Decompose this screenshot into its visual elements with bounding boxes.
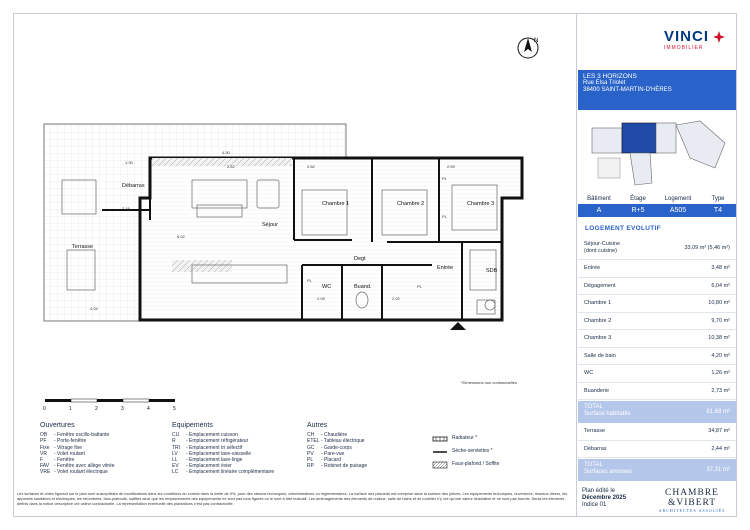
legend-desc: - Fenêtre oscillo-battante	[54, 432, 110, 439]
north-label: N	[534, 38, 539, 44]
legend-ouvertures	[40, 423, 115, 476]
room-label-chambre3: Chambre 3	[467, 201, 495, 207]
area-row	[578, 348, 736, 366]
legend-code: GC	[307, 444, 315, 451]
area-row	[578, 313, 736, 331]
panel-divider	[576, 13, 577, 517]
legend-code: R	[172, 438, 176, 445]
legend-code: LL	[172, 457, 178, 464]
legend-code: LC	[172, 469, 179, 476]
lot-table-values	[578, 204, 736, 217]
dim-label: 2.82	[307, 164, 315, 169]
scale-tick: 2	[95, 406, 98, 411]
area-value: 6,04 m²	[711, 282, 730, 289]
area-row	[578, 423, 736, 441]
legend-desc: - Emplacement tri sélectif	[186, 444, 243, 451]
radiator-icon	[432, 435, 448, 443]
legend-equipements	[172, 423, 274, 476]
edition-date: Décembre 2025	[582, 495, 627, 501]
room-label-wc: WC	[322, 284, 332, 290]
lot-table-header	[578, 194, 736, 204]
area-value: 33,09 m² (5,46 m²)	[684, 244, 730, 251]
room-label-debarras: Débarras	[122, 183, 145, 189]
legend-code: ETEL	[307, 438, 320, 445]
legend-desc: - Placard	[321, 457, 342, 464]
dim-label: 2.02	[392, 296, 400, 301]
room-label-sdb: SDB	[486, 268, 498, 274]
legend-desc: - Pare-vue	[321, 450, 345, 457]
legend-code: VRE	[40, 469, 51, 476]
area-label: WC	[584, 370, 594, 376]
room-label-chambre1: Chambre 1	[322, 201, 350, 207]
room-label-degt: Degt	[354, 256, 366, 262]
area-row	[578, 236, 736, 260]
legend-code: TRI	[172, 444, 181, 451]
area-label: Séjour-Cuisine (dont cuisine)	[584, 241, 621, 254]
area-label: Salle de bain	[584, 352, 616, 359]
lot-type-label: LOGEMENT EVOLUTIF	[585, 225, 661, 232]
legend-item	[172, 469, 274, 475]
edition-info	[582, 488, 626, 509]
area-value: 3,48 m²	[711, 265, 730, 272]
legend-desc: - Garde-corps	[321, 444, 352, 451]
towel-dryer-icon	[432, 448, 448, 456]
lot-value-etage: R+5	[631, 207, 645, 214]
scale-tick: 4	[147, 406, 150, 411]
agency-subtitle: ARCHITECTES ASSOCIÉS	[658, 508, 726, 513]
room-label-terrasse: Terrasse	[72, 244, 94, 250]
legend-code: F	[40, 457, 44, 464]
project-name: LES 3 HORIZONS	[583, 73, 637, 80]
symbol-radiateur	[432, 432, 499, 445]
edition-index: Indice 01	[582, 502, 607, 508]
scale-tick: 1	[69, 406, 72, 411]
symbol-label: Faux-plafond / Soffite	[452, 461, 500, 467]
lot-table	[578, 194, 736, 217]
lot-header-etage: Étage	[630, 196, 646, 202]
total-habitable-row	[578, 401, 736, 423]
dim-label: 4.30	[222, 150, 230, 155]
legend-code: FAV	[40, 463, 50, 470]
legend-code: VR	[40, 450, 47, 457]
legend-code: CU	[172, 432, 180, 439]
areas-table	[578, 236, 736, 481]
symbol-legend	[432, 432, 499, 471]
scale-tick: 0	[43, 406, 46, 411]
room-label-buand: Buand.	[354, 284, 372, 290]
logo-subtitle: IMMOBILIER	[664, 45, 704, 51]
legend-desc: - Emplacement cuisson	[186, 432, 238, 439]
scale-tick: 3	[121, 406, 124, 411]
area-value: 9,70 m²	[711, 317, 730, 324]
dim-label: 2.18	[122, 206, 130, 211]
area-row	[578, 383, 736, 401]
total-label: TOTAL	[584, 404, 603, 410]
room-label-sejour: Séjour	[262, 222, 278, 228]
symbol-seche-serviettes	[432, 445, 499, 458]
legend-desc: - Fenêtre	[54, 457, 75, 464]
legend-code: LV	[172, 450, 178, 457]
dim-label: 4.04	[90, 306, 98, 311]
total-value: 37,31 m²	[706, 466, 730, 473]
legend-desc: - Robinet de puisage	[321, 463, 368, 470]
logo-wordmark: VINCI	[664, 28, 710, 45]
edition-line: Plan édité le	[582, 488, 616, 494]
legend-code: PF	[40, 438, 47, 445]
project-city: 38400 SAINT-MARTIN-D'HÈRES	[583, 87, 672, 93]
placard-label: PL	[417, 284, 422, 289]
lot-value-batiment: A	[596, 207, 602, 214]
legend-desc: - Emplacement lave-vaisselle	[186, 450, 252, 457]
legend-code: EV	[172, 463, 179, 470]
dim-label: 1.30	[125, 160, 133, 165]
area-label: Dégagement	[584, 282, 616, 289]
legend-desc: - Vitrage fixe	[54, 444, 82, 451]
legend-desc: - Emplacement évier	[186, 463, 232, 470]
legend-title: Autres	[307, 422, 328, 429]
area-value: 2,73 m²	[711, 387, 730, 394]
key-plan	[590, 113, 730, 193]
logo-mark-icon	[712, 30, 726, 44]
area-row	[578, 278, 736, 296]
vinci-logo	[664, 28, 709, 51]
area-value: 4,20 m²	[711, 352, 730, 359]
total-annexes-row	[578, 459, 736, 481]
area-value: 10,38 m²	[708, 335, 730, 342]
agency-name-1: CHAMBRE	[665, 488, 719, 498]
area-row	[578, 365, 736, 383]
legend-autres	[307, 423, 367, 469]
dim-label: 2.59	[447, 164, 455, 169]
project-address-box	[578, 70, 736, 110]
soffit-hatch-icon	[432, 461, 448, 469]
placard-label: PL	[307, 278, 312, 283]
placard-label: PL	[442, 176, 447, 181]
area-label: Débarras	[584, 445, 607, 452]
legend-code: OB	[40, 432, 48, 439]
legend-title: Equipements	[172, 422, 213, 429]
legend-code: Fixe	[40, 444, 50, 451]
legend-title: Ouvertures	[40, 422, 75, 429]
legend-desc: - Emplacement réfrigérateur	[186, 438, 249, 445]
placard-label: PL	[442, 214, 447, 219]
scale-bar	[40, 393, 180, 411]
lot-header-logement: Logement	[664, 196, 692, 202]
total-sublabel: Surface habitable	[584, 411, 631, 417]
legend-desc: - Volet roulant	[54, 450, 85, 457]
area-row	[578, 330, 736, 348]
area-label: Entrée	[584, 265, 601, 271]
dim-label: 2.09	[317, 296, 325, 301]
agency-name-2: &VIBERT	[667, 498, 717, 508]
legend-desc: - Emplacement linéaire complémentaire	[186, 469, 275, 476]
floor-plan	[22, 20, 572, 420]
area-label: Chambre 1	[584, 300, 612, 306]
legend-code: RP	[307, 463, 314, 470]
room-label-entree: Entrée	[437, 265, 454, 271]
lot-header-batiment: Bâtiment	[587, 196, 611, 202]
legend-desc: - Tableau électrique	[321, 438, 365, 445]
area-row	[578, 260, 736, 278]
area-label: Chambre 2	[584, 317, 612, 324]
legend-code: CH	[307, 432, 315, 439]
scale-tick: 5	[173, 406, 176, 411]
legend-item	[307, 463, 367, 469]
legend-desc: - Fenêtre avec allège vitrée	[54, 463, 115, 470]
area-label: Terrasse	[584, 428, 606, 434]
legend-code: PV	[307, 450, 314, 457]
legend-desc: - Chaudière	[321, 432, 348, 439]
lot-header-type: Type	[711, 196, 725, 202]
total-label: TOTAL	[584, 462, 603, 468]
lot-value-type: T4	[713, 207, 723, 214]
legend-item	[40, 469, 115, 475]
area-label: Chambre 3	[584, 335, 612, 341]
lot-value-logement: A505	[669, 207, 687, 214]
legend-desc: - Volet roulant électrique	[54, 469, 108, 476]
area-value: 2,44 m²	[711, 445, 730, 452]
area-value: 10,80 m²	[708, 300, 730, 307]
legend-desc: - Porte-fenêtre	[54, 438, 87, 445]
area-row	[578, 441, 736, 459]
symbol-label: Radiateur *	[452, 435, 478, 441]
symbol-faux-plafond	[432, 458, 499, 471]
agency-logo	[652, 488, 732, 513]
area-value: 1,26 m²	[711, 370, 730, 377]
area-value: 34,87 m²	[708, 428, 730, 435]
symbol-label: Sèche-serviettes *	[452, 448, 493, 454]
disclaimer-text: Les surfaces et côtes figurant sur le plan sont susceptibles de modifications dans les conditions du contrat dans la limite de 5%, pour des raisons techniques, administratives ou réglementaires. La surface des placards est comprise dans la surface des pièces. Les équipements techniques, ouvertures, réseaux divers, les appareils sanitaires et électriques, les retombées, faux-plafonds, soffites ainsi que les emplacements des équipements ne sont pas tous figurés ou le sont à titre indicatif. Les aménagements des éléments de cuisine, salle de bains et de mobilier n'y ont qu'une valeur illustrative et ne sont pas fournis. Seuls les éléments définis dans la notice descriptive ont valeur contractuelle. La représentation éventuelle des plantations n'est pas contractuelle.	[17, 491, 568, 507]
legend-desc: - Emplacement lave-linge	[186, 457, 243, 464]
project-street: Rue Elsa Triolet	[583, 80, 626, 86]
total-value: 81,68 m²	[706, 408, 730, 415]
area-label: Buanderie	[584, 387, 610, 394]
area-row	[578, 295, 736, 313]
dim-label: 2.62	[227, 164, 235, 169]
legend-code: PL	[307, 457, 314, 464]
dimension-note: *Dimensions non contractuelles	[461, 380, 518, 385]
room-label-chambre2: Chambre 2	[397, 201, 425, 207]
dim-label: 6.02	[177, 234, 185, 239]
total-sublabel: Surfaces annexes	[584, 469, 633, 475]
